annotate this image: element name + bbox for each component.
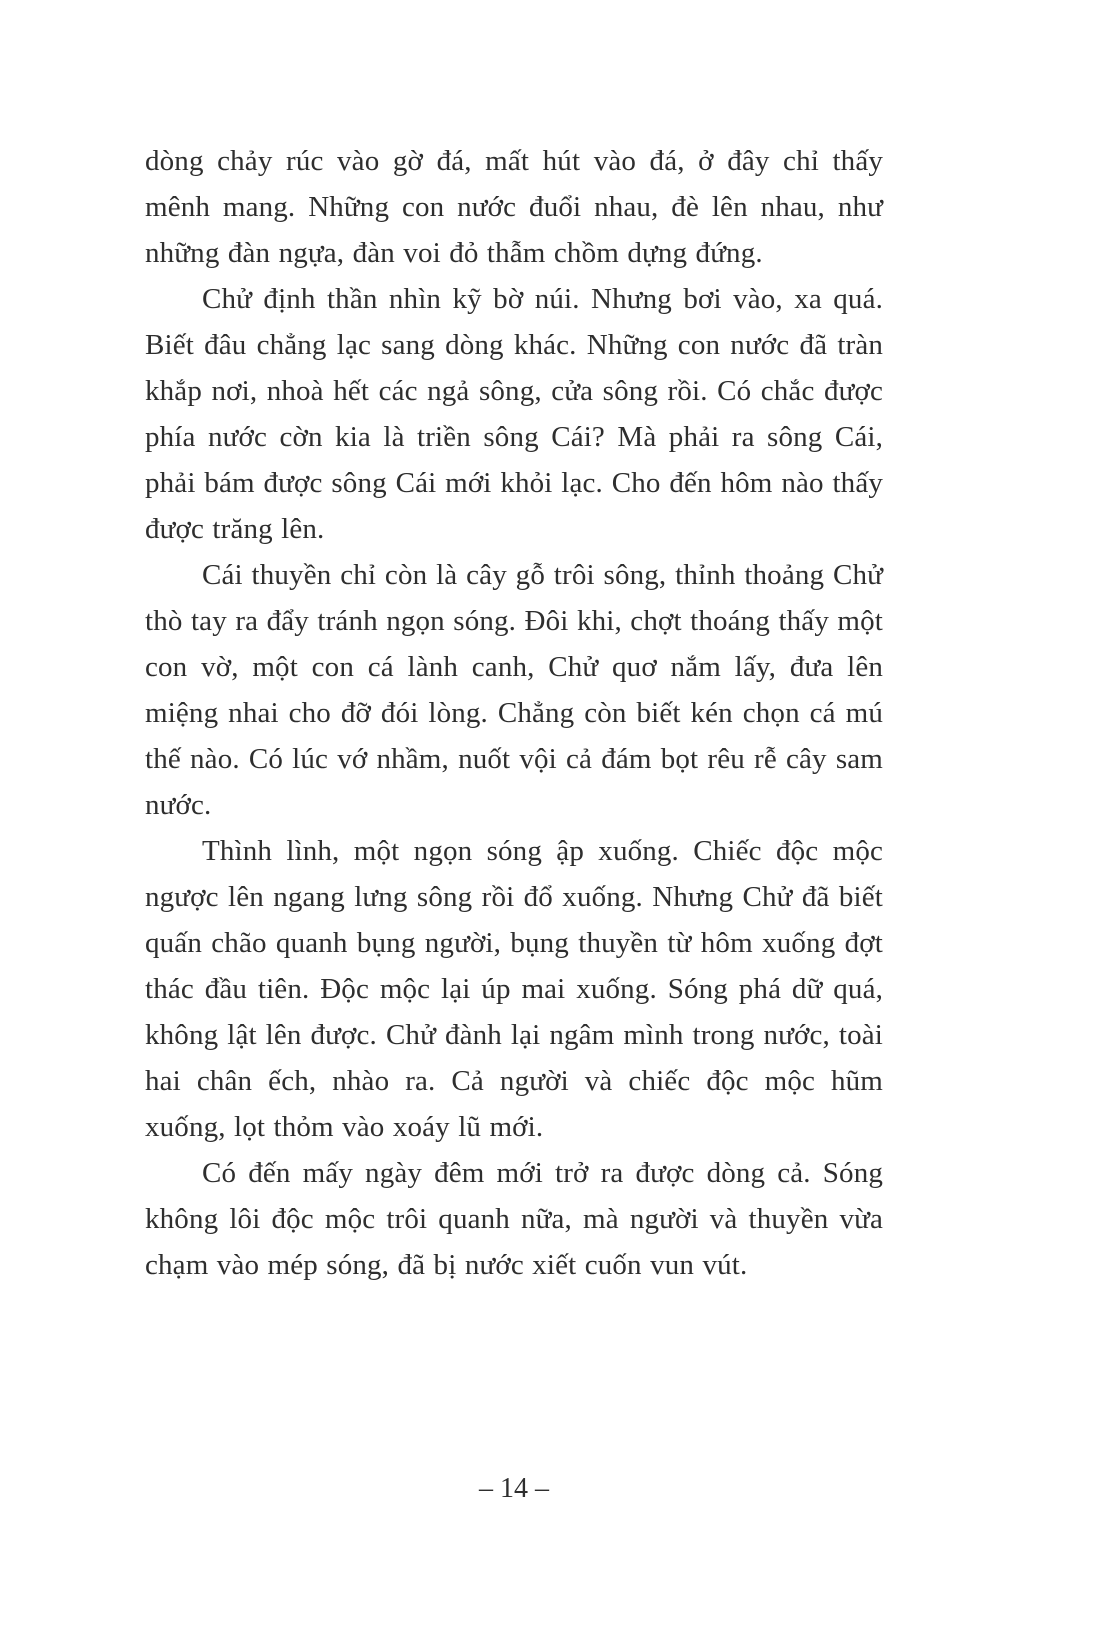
paragraph: Cái thuyền chỉ còn là cây gỗ trôi sông, thỉnh thoảng Chử thò tay ra đẩy tránh ngọn sóng. Đôi khi, chợt thoáng thấy một con vờ, một con cá lành canh, Chử quơ nắm lấy, đưa lên miệng nhai cho đỡ đói lòng. Chẳng còn biết kén chọn cá mú thế nào. Có lúc vớ nhầm, nuốt vội cả đám bọt rêu rễ cây sam nước. xyxy=(145,559,883,821)
paragraph: Có đến mấy ngày đêm mới trở ra được dòng cả. Sóng không lôi độc mộc trôi quanh nữa, mà người và thuyền vừa chạm vào mép sóng, đã bị nước xiết cuốn vun vút. xyxy=(145,1157,883,1281)
paragraph: Chử định thần nhìn kỹ bờ núi. Nhưng bơi vào, xa quá. Biết đâu chẳng lạc sang dòng khác. Những con nước đã tràn khắp nơi, nhoà hết các ngả sông, cửa sông rồi. Có chắc được phía nước cờn kia là triền sông Cái? Mà phải ra sông Cái, phải bám được sông Cái mới khỏi lạc. Cho đến hôm nào thấy được trăng lên. xyxy=(145,283,883,545)
text-block xyxy=(145,138,883,1288)
page-number: – 14 – xyxy=(479,1473,549,1504)
paragraph: Thình lình, một ngọn sóng ập xuống. Chiếc độc mộc ngược lên ngang lưng sông rồi đổ xuống. Nhưng Chử đã biết quấn chão quanh bụng người, bụng thuyền từ hôm xuống đợt thác đầu tiên. Độc mộc lại úp mai xuống. Sóng phá dữ quá, không lật lên được. Chử đành lại ngâm mình trong nước, toài hai chân ếch, nhào ra. Cả người và chiếc độc mộc hũm xuống, lọt thỏm vào xoáy lũ mới. xyxy=(145,835,883,1143)
paragraph-continuation: dòng chảy rúc vào gờ đá, mất hút vào đá, ở đây chỉ thấy mênh mang. Những con nước đuổi nhau, đè lên nhau, như những đàn ngựa, đàn voi đỏ thẫm chồm dựng đứng. xyxy=(145,145,883,269)
